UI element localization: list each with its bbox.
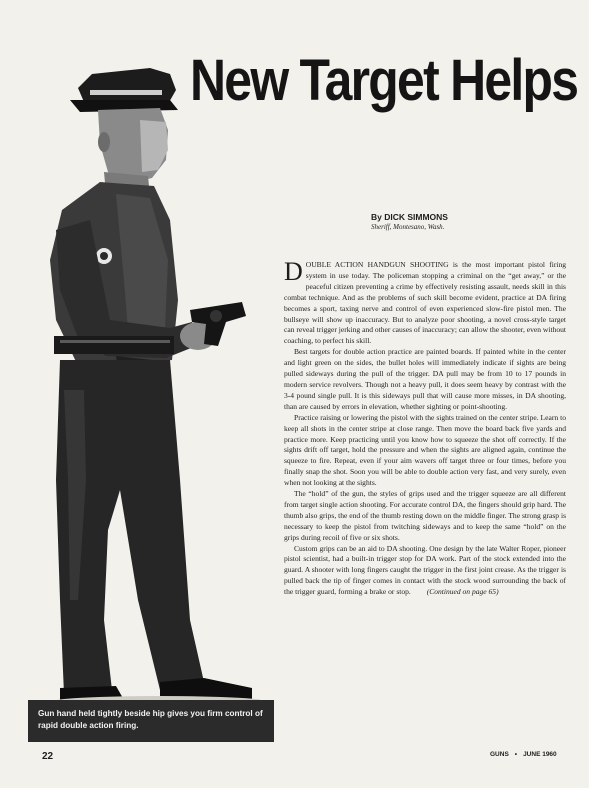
photo-caption: Gun hand held tightly beside hip gives you firm control of rapid double action firing.: [28, 700, 274, 742]
article-paragraph: The “hold” of the gun, the styles of grips used and the trigger squeeze are all different from target single action shooting. For accurate control DA, the fingers should grip hard. The thumb also grips, the end of the thumb resting down on the middle finger. The strong grasp is necessary to keep the pistol from twitching sideways and to keep the same “hold” on the grips during recoil of five or six shots.: [284, 489, 566, 542]
article-headline: New Target Helps: [190, 48, 578, 113]
article-body: [284, 257, 566, 598]
page-number: 22: [42, 751, 54, 762]
continued-note: (Continued on page 65): [426, 587, 499, 597]
sheriff-photo: [20, 60, 260, 720]
drop-cap: D: [284, 257, 303, 286]
article-paragraph: Practice raising or lowering the pistol with the sights trained on the center stripe. Learn to keep all shots in the center stripe at close range. Then move the board back five yards and practice more. Keep practicing until you know how to squeeze the shot off correctly. If the sights drift off target, hold the pressure and when the sights are aligned again, continue the squeeze to fire. Repeat, even if your aim wavers off target three or four times, before you finally snap the shot. Soon you will be able to double action very fast, and very surely, even when not looking at the sights.: [284, 412, 566, 488]
issue-footer: [490, 751, 557, 758]
footer-separator: •: [514, 751, 518, 758]
issue-date: JUNE 1960: [523, 751, 557, 758]
magazine-name: GUNS: [490, 751, 509, 758]
byline-title: Sheriff, Montesano, Wash.: [371, 223, 445, 231]
article-paragraph: DOUBLE ACTION HANDGUN SHOOTING is the most important pistol firing system in use today. The policeman stopping a criminal on the “get away,” or the peaceful citizen preventing a crime by effectively resisting assault, needs skill in this combat technique. And as the problems of such skill become evident, practice at DA firing becomes a sport, taxing nerve and control of even experienced slow-fire pistol men. The bullseye will show up inaccuracy. But to analyze poor shooting, a novel cross-style target can reveal trigger jerking and other causes of inaccuracy; can allow the shooter, even without coaching, to perfect his skill.: [284, 257, 566, 346]
article-paragraph: Best targets for double action practice are painted boards. If painted white in the center and light green on the sides, the bullet holes will immediately indicate if sights are being pulled sideways during the pull of the trigger. DA pull may be from 10 to 17 pounds in modern service revolvers. Though not a heavy pull, it does seem heavy by contrast with the 3-4 pound single pull. It is this sideways pull that will cause more misses, in DA shooting, than are caused by errors in elevation, whether sighting or point-shooting.: [284, 347, 566, 411]
byline-author: By DICK SIMMONS: [371, 212, 448, 222]
article-paragraph: Custom grips can be an aid to DA shooting. One design by the late Walter Roper, pioneer pistol scientist, had a built-in trigger stop for DA work. Part of the stock extended into the guard. A shooter with long fingers caught the trigger in the first joint crease. As the trigger is pulled back the tip of finger comes in contact with the stock wood surrounding the back of the trigger guard, forming a brake or stop. (Continued on page 65): [284, 543, 566, 597]
